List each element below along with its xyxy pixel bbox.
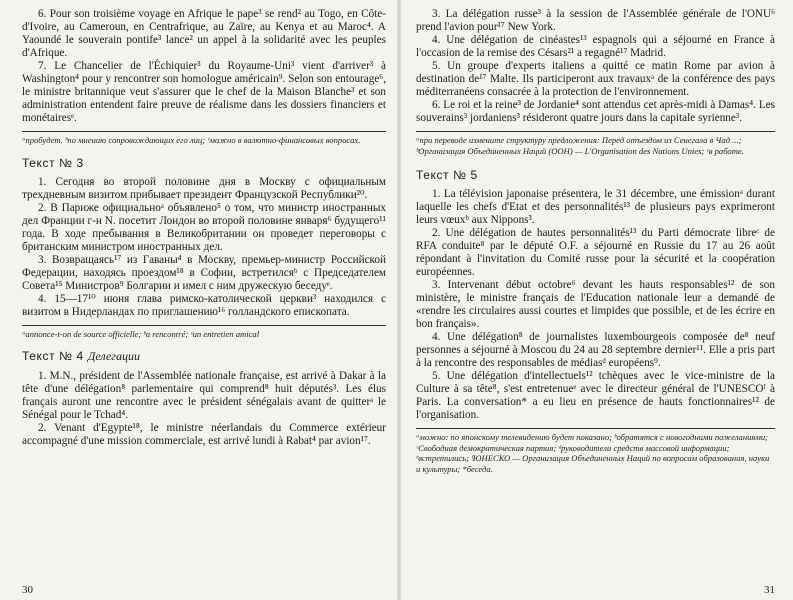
paragraph: 7. Le Chancelier de l'Échiquier³ du Royaume-Uni³ vient d'arriver³ à Washington⁴ pour y rencontrer son homologue américain⁹. Selon son entourage⁶, le ministre britannique veut s'assurer que le chef de la Maison Blanche³ et son administration entendent faire preuve de réalisme dans les dossiers financiers et monétairesᵉ. bbox=[22, 60, 386, 124]
footnote-divider bbox=[416, 428, 775, 429]
paragraph: 2. В Париже официальноᵃ объявлено⁵ о том, что министр иностранных дел Франции г-н N. посетит Лондон во второй половине января⁶ будущего¹¹ года. В ходе пребывания в Великобритании он проведет переговоры с британским министром иностранных дел. bbox=[22, 201, 386, 253]
footnote-divider bbox=[416, 131, 775, 132]
page-number: 31 bbox=[764, 584, 775, 596]
section-title: Текст № 5 bbox=[416, 168, 478, 182]
paragraph: 2. Une délégation de hautes personnalités¹³ du Parti démocrate libreᶜ de RFA conduite⁸ par le député O.F. a séjourné en Russie du 17 au 26 août répondant à l'invitation du Comité russe pour la sécurité et la coopération européennes. bbox=[416, 227, 775, 278]
section-title bbox=[22, 349, 386, 364]
paragraph: 4. 15—17¹⁰ июня глава римско-католической церкви³ находился с визитом в Нидерландах по приглашению¹⁶ голландского епископата. bbox=[22, 292, 386, 318]
paragraph: 1. Сегодня во второй половине дня в Москву с официальным трехдневным визитом прибывает президент Французской Республики²⁰. bbox=[22, 175, 386, 201]
paragraph: 3. La délégation russe³ à la session de l'Assemblée générale de l'ONU⁶ prend l'avion pour¹⁷ New York. bbox=[416, 8, 775, 33]
section-title-text: Текст № 4 bbox=[22, 349, 84, 363]
footnote-divider bbox=[22, 131, 386, 132]
section-subtitle: Делегации bbox=[87, 349, 140, 363]
footnote: ᵃможно: по японскому телевидению будет показано; ᵇобратятся с новогодними пожеланиями; ᶜСвободная демократическая партия; ᵈруководители средств массовой информации; ᵉвстретились; ᶠЮНЕСКО — Организация Объединенных Наций по вопросам образования, науки и культуры; *беседа. bbox=[416, 432, 770, 474]
paragraph: 1. M.N., président de l'Assemblée nationale française, est arrivé à Dakar à la tête d'une délégation⁸ parlementaire qui comprend⁸ huit députés³. Les élus français auront une rencontre avec le président sénégalais avant de quitterᵃ le Sénégal pour le Tchad⁴. bbox=[22, 370, 386, 421]
book-gutter bbox=[397, 0, 401, 600]
paragraph: 3. Intervenant début octobre⁶ devant les hauts responsables¹² de son ministère, le ministre français de l'Education nationale leur a demandé de «rendre les circulaires aussi courtes et limpides que possible, et de les écrire en bon français». bbox=[416, 279, 775, 330]
footnote-divider bbox=[22, 325, 386, 326]
paragraph: 2. Venant d'Egypte¹⁸, le ministre néerlandais du Commerce extérieur accompagné d'une mission commerciale, est arrivé lundi à Rabat⁴ par avion¹⁷. bbox=[22, 422, 386, 447]
paragraph: 4. Une délégation⁸ de journalistes luxembourgeois composée de⁸ neuf personnes a séjourné à Moscou du 24 au 28 septembre dernier¹¹. Elle a pris part à la rencontre des responsables de médiasᵈ européens⁹. bbox=[416, 331, 775, 369]
section-title: Текст № 3 bbox=[22, 155, 84, 170]
page-number: 30 bbox=[22, 584, 33, 596]
footnote: ᵃпри переводе измените структуру предложения: Перед отъездом из Сенегала в Чад ...; ᵇОрганизация Объединенных Наций (ООН) — L'Organisation des Nations Unies; ᶜв работе. bbox=[416, 135, 744, 156]
paragraph: 6. Pour son troisième voyage en Afrique le pape³ se rend² au Togo, en Côte-d'Ivoire, au Cameroun, en Centrafrique, au Zaïre, au Kenya et au Maroc⁴. A Yaoundé le souverain pontife³ lance² un appel à la solidarité avec les peuples d'Afrique. bbox=[22, 8, 386, 59]
footnote: ᵃпробудет. ᵇпо мнению сопровождающих его лиц; ᶜможно в валютно-финансовых вопросах. bbox=[22, 135, 361, 145]
paragraph: 6. Le roi et la reine³ de Jordanie⁴ sont attendus cet après-midi à Damas⁴. Les souverains³ jordaniens³ résideront quatre jours dans la capitale syrienne³. bbox=[416, 99, 775, 124]
paragraph: 4. Une délégation de cinéastes¹³ espagnols qui a séjourné en France à l'occasion de la remise des Césars²¹ a regagné¹⁷ Madrid. bbox=[416, 34, 775, 59]
paragraph: 5. Un groupe d'experts italiens a quitté ce matin Rome par avion à destination de¹⁷ Malte. Ils participeront aux travauxᵃ de la conférence des pays méditerranéens consacrée à la protection de l'environnement. bbox=[416, 60, 775, 98]
paragraph: 1. La télévision japonaise présentera, le 31 décembre, une émissionᵃ durant laquelle les chefs d'Etat et des personnalités¹³ de plusieurs pays exprimeront leurs vœuxᵇ aux Nippons³. bbox=[416, 188, 775, 226]
paragraph: 5. Une délégation d'intellectuels¹² tchèques avec le vice-ministre de la Culture à sa tête⁸, s'est entretenueᵉ avec le directeur général de l'UNESCOᶠ à Paris. La conversation* a eu lieu en présence de hauts fonctionnaires¹² de l'organisation. bbox=[416, 370, 775, 421]
right-page bbox=[402, 0, 793, 600]
footnote: ᵃannonce-t-on de source officielle; ᵇa rencontré; ᶜun entretien amical bbox=[22, 328, 260, 339]
paragraph: 3. Возвращаясь¹⁷ из Гаваны⁴ в Москву, премьер-министр Российской Федерации, находясь проездом¹⁸ в Софии, встретилсяᵇ с Председателем Совета¹⁵ Министров⁹ Болгарии и имел с ним дружескую беседуᵉ. bbox=[22, 253, 386, 292]
